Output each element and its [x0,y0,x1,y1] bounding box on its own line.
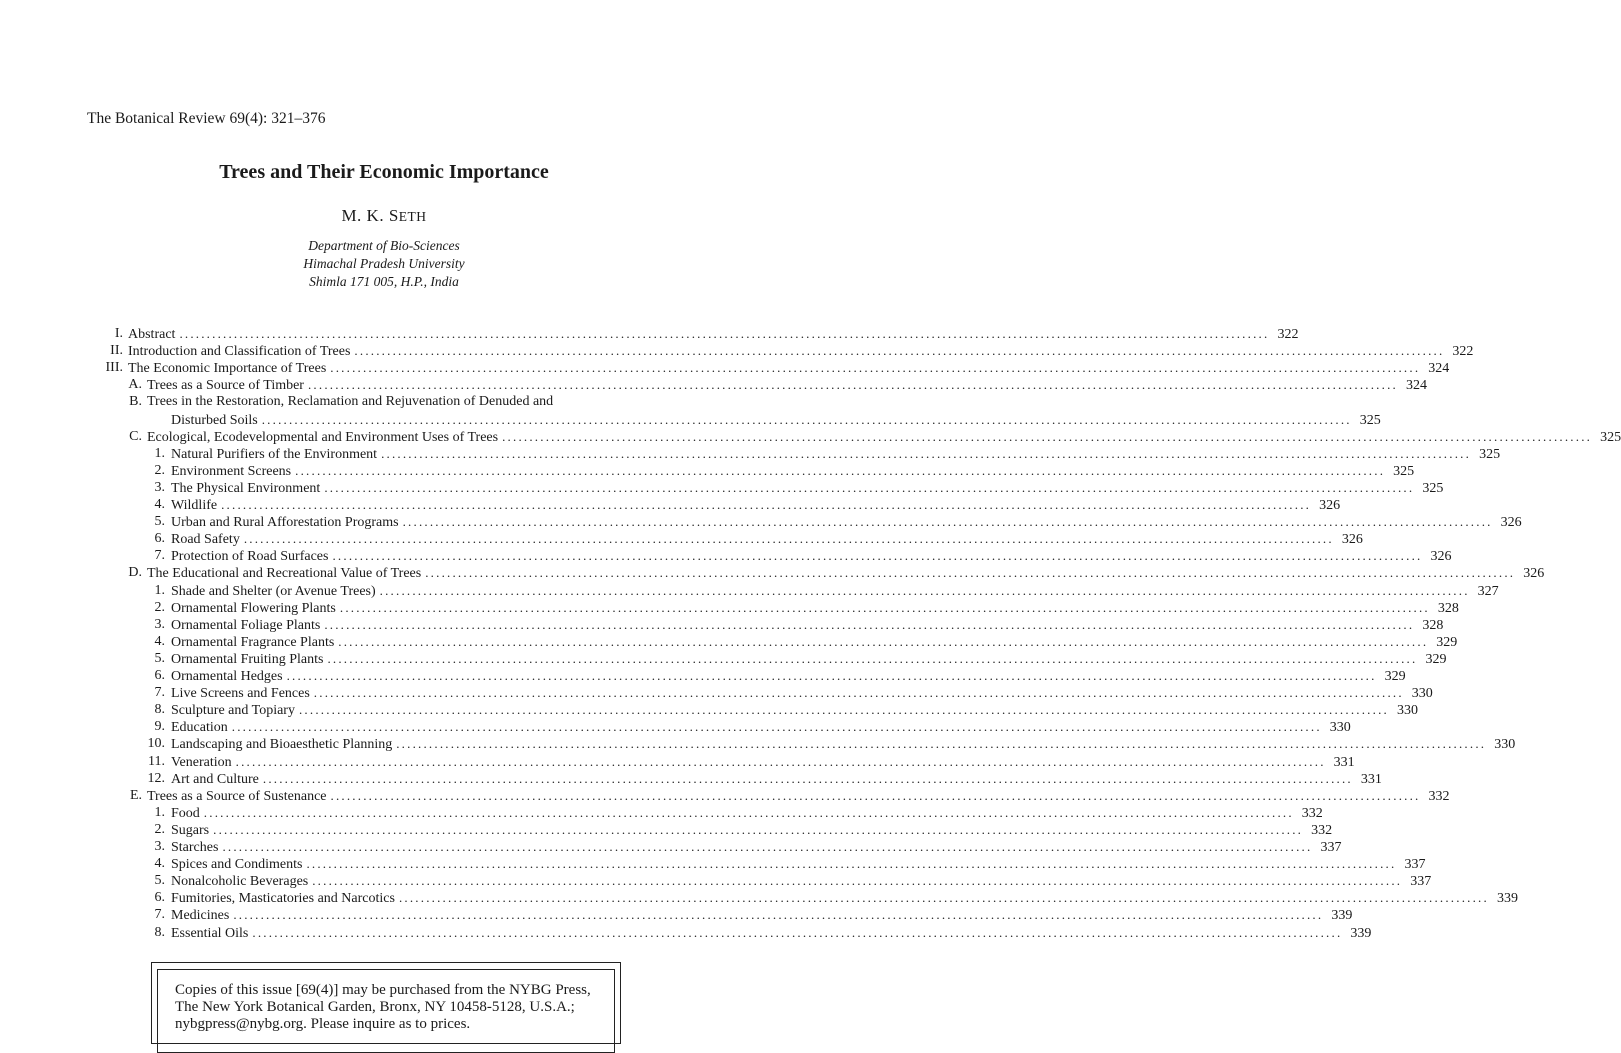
affiliation-university: Himachal Pradesh University [303,256,465,271]
toc-entry-label: The Economic Importance of Trees [128,361,327,376]
toc-leader-dots: ........................................................................................................................................................................................................ [327,651,1418,666]
toc-leader-dots: ........................................................................................................................................................................................................ [379,583,1470,598]
toc-entry[interactable] [171,446,1501,463]
toc-entry-number: 5. [154,651,165,666]
toc-entry-label: Trees as a Source of Timber [147,378,304,393]
toc-entry[interactable] [171,719,1351,736]
toc-entry-number: 7. [154,907,165,922]
toc-entry-number: D. [128,565,142,580]
toc-entry[interactable] [171,583,1499,600]
toc-entry-number: III. [105,360,123,375]
toc-entry-label: Fumitories, Masticatories and Narcotics [171,891,395,906]
toc-entry-label: Ornamental Fruiting Plants [171,652,324,667]
toc-entry-page: 331 [1333,755,1355,770]
toc-entry-label[interactable]: Trees in the Restoration, Reclamation and Rejuvenation of Denuded and [147,394,554,409]
toc-entry-page: 326 [1341,532,1363,547]
toc-entry-page: 331 [1360,772,1382,787]
toc-entry-number: 6. [154,890,165,905]
toc-leader-dots: ........................................................................................................................................................................................................ [235,754,1326,769]
author-surname-smallcaps: ETH [398,209,427,224]
toc-leader-dots: ........................................................................................................................................................................................................ [222,839,1313,854]
toc-leader-dots: ........................................................................................................................................................................................................ [233,907,1324,922]
toc-entry-number: 6. [154,531,165,546]
toc-entry-number: 2. [154,600,165,615]
toc-leader-dots: ........................................................................................................................................................................................................ [213,822,1304,837]
toc-leader-dots: ........................................................................................................................................................................................................ [324,617,1415,632]
toc-entry-page: 330 [1411,686,1433,701]
toc-entry-page: 327 [1477,584,1499,599]
toc-leader-dots: ........................................................................................................................................................................................................ [286,668,1377,683]
toc-entry-number: C. [129,429,142,444]
toc-entry-number: 10. [147,736,165,751]
toc-entry-label: Ecological, Ecodevelopmental and Environment Uses of Trees [147,430,499,445]
toc-entry-page: 332 [1311,823,1333,838]
toc-entry[interactable] [171,668,1406,685]
toc-leader-dots: ........................................................................................................................................................................................................ [339,600,1430,615]
toc-entry-label: Sculpture and Topiary [171,703,295,718]
toc-entry-number: B. [129,394,142,409]
toc-entry-number: 6. [154,668,165,683]
toc-leader-dots: ........................................................................................................................................................................................................ [261,412,1352,427]
toc-entry[interactable] [128,360,1450,377]
toc-entry-number: 11. [148,754,165,769]
toc-entry-number: E. [129,788,142,803]
toc-leader-dots: ........................................................................................................................................................................................................ [221,497,1312,512]
toc-entry[interactable] [171,702,1418,719]
toc-entry-page: 339 [1331,908,1353,923]
toc-entry-page: 326 [1500,515,1522,530]
affiliation-department: Department of Bio-Sciences [308,238,460,253]
toc-entry-number: 1. [154,446,165,461]
toc-leader-dots: ........................................................................................................................................................................................................ [307,377,1398,392]
toc-entry-number: 5. [154,514,165,529]
notice-line: The New York Botanical Garden, Bronx, NY 10458-5128, U.S.A.; [175,999,575,1015]
toc-entry-label: Ornamental Flowering Plants [171,601,336,616]
toc-entry[interactable] [171,873,1432,890]
toc-entry-page: 330 [1329,720,1351,735]
toc-entry[interactable] [171,412,1381,429]
toc-entry-number: 3. [154,617,165,632]
purchase-notice-inner [157,969,615,1053]
toc-entry-label: The Physical Environment [171,481,321,496]
toc-entry-page: 337 [1320,840,1342,855]
toc-entry-number: 1. [154,805,165,820]
toc-entry-label: Shade and Shelter (or Avenue Trees) [171,584,376,599]
toc-entry-label: Natural Purifiers of the Environment [171,447,378,462]
toc-entry-page: 325 [1422,481,1444,496]
toc-leader-dots: ........................................................................................................................................................................................................ [243,531,1334,546]
toc-entry-label: Road Safety [171,532,240,547]
toc-entry-page: 326 [1319,498,1341,513]
toc-entry-page: 328 [1422,618,1444,633]
toc-leader-dots: ........................................................................................................................................................................................................ [231,719,1322,734]
toc-entry-page: 329 [1436,635,1458,650]
toc-entry-page: 332 [1301,806,1323,821]
toc-leader-dots: ........................................................................................................................................................................................................ [330,360,1421,375]
toc-entry-number: 4. [154,497,165,512]
toc-leader-dots: ........................................................................................................................................................................................................ [203,805,1294,820]
toc-leader-dots: ........................................................................................................................................................................................................ [354,343,1445,358]
toc-entry-number: 12. [147,771,165,786]
toc-entry-page: 339 [1496,891,1518,906]
toc-leader-dots: ........................................................................................................................................................................................................ [396,736,1487,751]
toc-entry-label: Wildlife [171,498,218,513]
toc-leader-dots: ........................................................................................................................................................................................................ [338,634,1429,649]
toc-entry[interactable] [171,805,1323,822]
toc-entry[interactable] [171,514,1522,531]
toc-entry[interactable] [171,634,1458,651]
purchase-notice-box [151,962,621,1044]
toc-entry-label: Environment Screens [171,464,292,479]
toc-entry[interactable] [147,565,1545,582]
toc-entry-number: I. [114,326,123,341]
toc-entry[interactable] [171,822,1333,839]
toc-leader-dots: ........................................................................................................................................................................................................ [298,702,1389,717]
author-affiliation [0,237,768,291]
toc-entry-label: Art and Culture [171,772,259,787]
toc-entry-page: 325 [1359,413,1381,428]
toc-leader-dots: ........................................................................................................................................................................................................ [398,890,1489,905]
toc-entry-number: 3. [154,839,165,854]
toc-entry-number: 1. [154,583,165,598]
toc-entry[interactable] [171,925,1372,942]
toc-entry[interactable] [171,771,1382,788]
toc-entry-page: 328 [1437,601,1459,616]
toc-leader-dots: ........................................................................................................................................................................................................ [332,548,1423,563]
toc-entry[interactable] [171,480,1444,497]
toc-entry-label: Essential Oils [171,926,249,941]
toc-entry-label: Education [171,720,228,735]
journal-citation: The Botanical Review 69(4): 321–376 [87,110,326,127]
toc-entry[interactable] [171,651,1447,668]
toc-entry-label: Introduction and Classification of Trees [128,344,351,359]
toc-entry-number: 5. [154,873,165,888]
toc-leader-dots: ........................................................................................................................................................................................................ [330,788,1421,803]
toc-entry-label: Landscaping and Bioaesthetic Planning [171,737,393,752]
toc-entry[interactable] [147,429,1621,446]
toc-entry-label: Nonalcoholic Beverages [171,874,309,889]
toc-entry-label: Abstract [128,327,176,342]
toc-entry-label: Food [171,806,200,821]
toc-leader-dots: ........................................................................................................................................................................................................ [324,480,1415,495]
toc-entry-label: Urban and Rural Afforestation Programs [171,515,399,530]
toc-entry-page: 326 [1523,566,1545,581]
toc-leader-dots: ........................................................................................................................................................................................................ [402,514,1493,529]
toc-entry[interactable] [171,463,1415,480]
toc-entry-page: 339 [1350,926,1372,941]
toc-entry[interactable] [128,343,1474,360]
toc-leader-dots: ........................................................................................................................................................................................................ [252,925,1343,940]
toc-entry-number: 7. [154,548,165,563]
toc-leader-dots: ........................................................................................................................................................................................................ [381,446,1472,461]
toc-entry[interactable] [147,788,1450,805]
toc-entry[interactable] [128,326,1299,343]
toc-entry-page: 324 [1405,378,1427,393]
toc-entry[interactable] [171,907,1353,924]
toc-entry-label: Trees as a Source of Sustenance [147,789,327,804]
toc-leader-dots: ........................................................................................................................................................................................................ [262,771,1353,786]
toc-entry-label: The Educational and Recreational Value of Trees [147,566,422,581]
toc-entry-label: Medicines [171,908,230,923]
toc-entry[interactable] [171,736,1516,753]
toc-entry-label: Live Screens and Fences [171,686,310,701]
toc-entry-number: II. [110,343,123,358]
toc-entry-label: Ornamental Hedges [171,669,283,684]
toc-entry-page: 325 [1600,430,1621,445]
toc-leader-dots: ........................................................................................................................................................................................................ [425,565,1516,580]
toc-entry-page: 325 [1393,464,1415,479]
paper-title: Trees and Their Economic Importance [219,161,549,183]
toc-entry[interactable] [171,548,1452,565]
toc-entry-number: 3. [154,480,165,495]
toc-entry-page: 329 [1384,669,1406,684]
affiliation-address: Shimla 171 005, H.P., India [309,274,459,289]
toc-entry-label: Protection of Road Surfaces [171,549,329,564]
author-initials: M. K. S [341,206,399,225]
toc-entry-page: 337 [1410,874,1432,889]
toc-entry[interactable] [147,377,1427,394]
toc-entry-label: Starches [171,840,219,855]
toc-entry-number: 2. [154,463,165,478]
toc-entry[interactable] [171,839,1342,856]
toc-leader-dots: ........................................................................................................................................................................................................ [179,326,1270,341]
toc-entry-label: Sugars [171,823,210,838]
toc-entry-page: 325 [1479,447,1501,462]
notice-line: nybgpress@nybg.org. Please inquire as to prices. [175,1016,471,1032]
toc-entry[interactable] [171,531,1363,548]
toc-entry-page: 322 [1452,344,1474,359]
toc-entry-page: 322 [1277,327,1299,342]
toc-entry[interactable] [171,617,1444,634]
notice-line: Copies of this issue [69(4)] may be purchased from the NYBG Press, [175,982,591,998]
toc-entry[interactable] [171,600,1459,617]
toc-entry-page: 329 [1425,652,1447,667]
toc-leader-dots: ........................................................................................................................................................................................................ [502,429,1593,444]
toc-entry-number: 4. [154,856,165,871]
toc-entry-number: 2. [154,822,165,837]
toc-entry-number: 8. [154,925,165,940]
toc-entry-page: 332 [1428,789,1450,804]
toc-leader-dots: ........................................................................................................................................................................................................ [306,856,1397,871]
toc-entry-page: 330 [1396,703,1418,718]
toc-entry[interactable] [171,754,1355,771]
toc-leader-dots: ........................................................................................................................................................................................................ [312,873,1403,888]
toc-entry[interactable] [171,856,1426,873]
toc-entry-page: 326 [1430,549,1452,564]
toc-entry-label: Ornamental Fragrance Plants [171,635,335,650]
toc-entry-label: Ornamental Foliage Plants [171,618,321,633]
toc-entry-number: 4. [154,634,165,649]
toc-entry-label: Veneration [171,755,232,770]
toc-entry-page: 337 [1404,857,1426,872]
toc-entry-number: 7. [154,685,165,700]
toc-leader-dots: ........................................................................................................................................................................................................ [295,463,1386,478]
toc-entry-page: 324 [1428,361,1450,376]
toc-leader-dots: ........................................................................................................................................................................................................ [313,685,1404,700]
toc-entry-label: Spices and Condiments [171,857,303,872]
author-name [0,206,768,226]
toc-entry-number: 9. [154,719,165,734]
toc-entry[interactable] [171,890,1518,907]
toc-entry[interactable] [171,685,1433,702]
toc-entry-page: 330 [1494,737,1516,752]
toc-entry-label: Disturbed Soils [171,413,258,428]
toc-entry[interactable] [171,497,1341,514]
toc-entry-number: A. [128,377,142,392]
toc-entry-number: 8. [154,702,165,717]
